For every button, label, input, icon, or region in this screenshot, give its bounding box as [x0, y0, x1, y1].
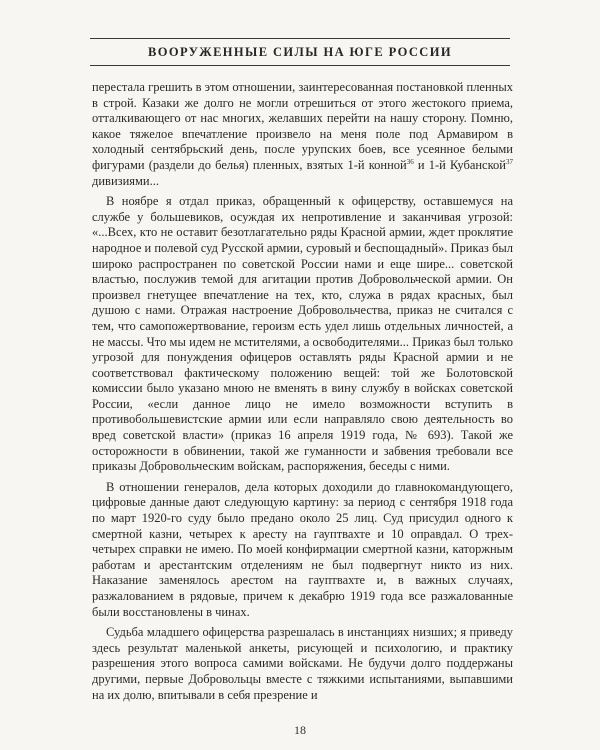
running-header-title: ВООРУЖЕННЫЕ СИЛЫ НА ЮГЕ РОССИИ [148, 44, 452, 59]
footnote-ref[interactable]: 36 [406, 157, 414, 166]
page-number: 18 [294, 723, 306, 737]
footnote-ref[interactable]: 37 [506, 157, 513, 166]
paragraph-text: перестала грешить в этом отношении, заинтересованная постановкой пленных в строй. Казаки же долго не могли отрешиться от этого жестокого приема, отталкивающего от нас многих, желавших перейти на нашу сторону. Помню, какое тяжелое впечатление произвело на меня поле под Армавиром в холодный сентябрьский день, после урупских боев, все усеянное белыми фигурами (раздели до белья) пленных, взятых 1-й конной [92, 80, 514, 172]
running-header [90, 38, 510, 66]
paragraph-text: и 1-й Кубанской [413, 157, 506, 172]
body-text [92, 80, 513, 703]
paragraph: Судьба младшего офицерства разрешалась в инстанциях низших; я приведу здесь результат маленькой анкеты, рисующей и психологию, и практику разрешения этого вопроса самими войсками. Не будучи долго поддержаны другими, первые Добровольцы вместе с тяжкими испытаниями, выпавшими на их долю, впитывали в себя презрение и [92, 625, 513, 702]
paragraph-text: дивизиями... [92, 173, 159, 188]
paragraph: В ноябре я отдал приказ, обращенный к офицерству, оставшемуся на службе у большевиков, осуждая их непротивление и заканчивая угрозой: «...Всех, кто не оставит безотлагательно ряды Красной армии, ждет проклятие народное и полевой суд Русской армии, суровый и беспощадный». Приказ был широко распространен по советской России нами и еще шире... советской властью, послужив темой для агитации против Добровольческой армии. Он произвел гнетущее впечатление на тех, кто, служа в рядах красных, был душою с нами. Отражая настроение Добровольчества, приказ не считался с тем, что самопожертвование, героизм есть удел лишь отдельных личностей, а не массы. Что мы идем не мстителями, а освободителями... Приказ был только угрозой для понуждения офицеров оставлять ряды Красной армии и не соответствовал фактическому положению вещей: той же Болотовской комиссии было указано мною не вменять в вину службу в войсках советской России, «если данное лицо не имело возможности вступить в противобольшевистские армии или если направляло свою деятельность во вред советской власти» (приказ 16 апреля 1919 года, № 693). Такой же осторожности в обвинении, такой же гуманности и забвения требовали все приказы Добровольческим войскам, распоряжения, беседы с ними. [92, 194, 513, 474]
paragraph: В отношении генералов, дела которых доходили до главнокомандующего, цифровые данные дают следующую картину: за период с сентября 1918 года по март 1920-го суду было предано около 25 лиц. Суд присудил одного к смертной казни, четырех к аресту на гауптвахте и 10 оправдал. О трех-четырех справки не имею. По моей конфирмации смертной казни, каторжным работам и арестантским отделениям не был подвергнут никто из них. Наказание заменялось арестом на гауптвахте и, в важных случаях, разжалованием в рядовые, причем к декабрю 1919 года все разжалованные были восстановлены в чинах. [92, 479, 513, 619]
paragraph [92, 80, 513, 189]
